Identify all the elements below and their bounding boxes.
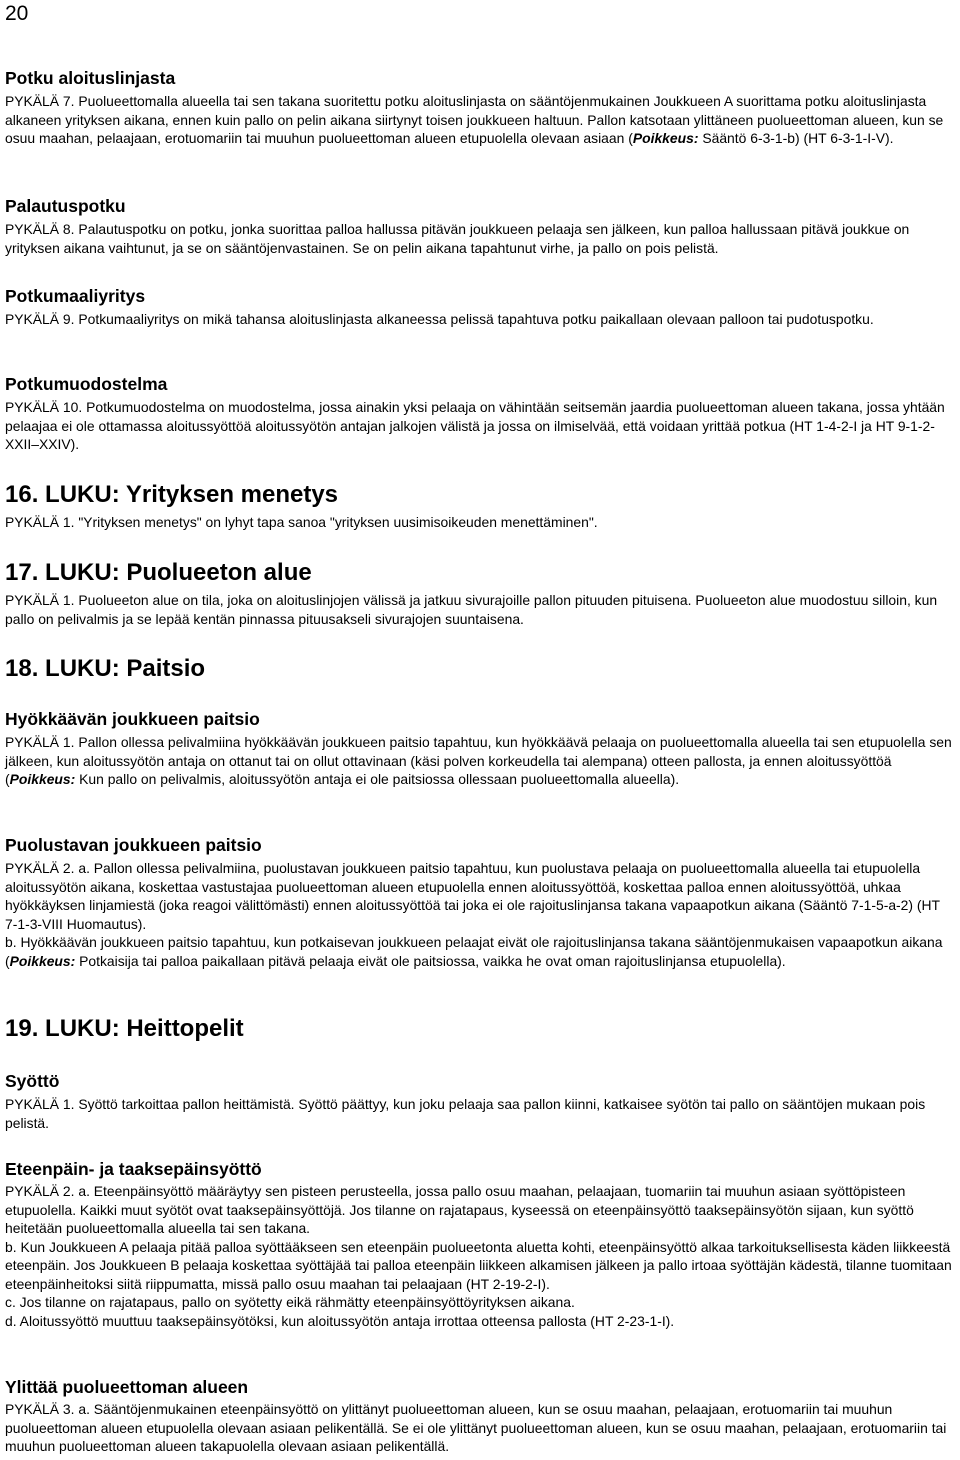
paragraph-text: PYKÄLÄ 7. Puolueettomalla alueella tai sen takana suoritettu potku aloituslinjasta on sääntöjenmukainen Joukkueen A suorittama potku aloituslinjasta alkaneen yrityksen aikana, ennen kuin pallo on pelin aikana siirtynyt toisen joukkueen haltuun. Pallon katsotaan ylittäneen puolueettoman alueen, kun se osuu maahan, pelaajaan, erotuomariin tai muuhun puolueettoman alueen etupuolella olevaan asiaan ( — [5, 93, 944, 146]
chapter-heading: 18. LUKU: Paitsio — [5, 655, 206, 682]
paragraph: PYKÄLÄ 1. Puolueeton alue on tila, joka on aloituslinjojen välissä ja jatkuu sivurajoille pallon pituuden pituisena. Puolueeton alue muodostuu silloin, kun pallo on pelivalmis ja se lepää kentän pinnassa pituusakseli sivurajojen suuntaisena. — [5, 592, 938, 627]
section-heading: Potkumaaliyritys — [5, 286, 146, 306]
chapter-heading: 16. LUKU: Yrityksen menetys — [5, 481, 339, 508]
paragraph-text-end: Kun pallo on pelivalmis, aloitussyötön antaja ei ole paitsiossa ollessaan puolueettomalla alueella). — [75, 771, 680, 787]
chapter-heading: 19. LUKU: Heittopelit — [5, 1015, 244, 1042]
page-number: 20 — [5, 2, 29, 25]
paragraph — [5, 92, 953, 148]
paragraph — [5, 933, 953, 970]
chapter-18 — [5, 655, 953, 683]
chapter-19 — [5, 1015, 953, 1043]
paragraph: d. Aloitussyöttö muuttuu taaksepäinsyötöksi, kun aloitussyötön antaja irrottaa otteensa pallosta (HT 2-23-1-I). — [5, 1312, 675, 1329]
paragraph: PYKÄLÄ 8. Palautuspotku on potku, jonka suorittaa palloa hallussa pitävän joukkueen pelaaja sen jälkeen, kun palloa hallussaan pitävä joukkue on yrityksen aikana vaihtunut, ja se on sääntöjenvastainen. Se on pelin aikana tapahtunut virhe, ja pallo on pois pelistä. — [5, 221, 910, 256]
paragraph: PYKÄLÄ 10. Potkumuodostelma on muodostelma, jossa ainakin yksi pelaaja on vähintään seitsemän jaardia puolueettoman alueen takana, jossa yhtään pelaajaa ei ole ottamassa aloitussyöttöä aloitussyötön antajan jalkojen välistä ja jossa on ilmiselvää, että voidaan yrittää potkua (HT 1-4-2-I ja HT 9-1-2-XXII–XXIV). — [5, 399, 945, 452]
section-eteenpain-ja-taaksepainsyotto — [5, 1159, 953, 1330]
paragraph-text: PYKÄLÄ 1. Pallon ollessa pelivalmiina hyökkäävän joukkueen paitsio tapahtuu, kun hyökkäävä pelaaja on puolueettomalla alueella tai sen etupuolella sen jälkeen, kun aloitussyötön antaja on ottanut tai on ollut ottavinaan (käsi polven korkeudella tai alempana) otteen pallosta, ja ennen aloitussyöttöä ( — [5, 734, 952, 787]
exception-label: Poikkeus: — [9, 771, 76, 787]
section-heading: Eteenpäin- ja taaksepäinsyöttö — [5, 1159, 262, 1179]
paragraph-text-end: Potkaisija tai palloa paikallaan pitävä pelaaja eivät ole paitsiossa, vaikka he ovat oman rajoituslinjansa etupuolella). — [75, 952, 786, 969]
section-heading: Palautuspotku — [5, 196, 126, 216]
paragraph: b. Kun Joukkueen A pelaaja pitää palloa syöttääkseen sen eteenpäin puolueetonta aluetta kohti, eteenpäinsyöttö alkaa tarkoituksellisesta käden liikkeestä eteenpäin. Jos Joukkueen B pelaaja koskettaa syöttäjää tai palloa eteenpäin liikkeen alkamisen jälkeen ja pallo irtoaa syöttäjän kädestä, tilanne tuomitaan eteenpäinheitoksi siitä riippumatta, missä pallo osuu maahan tai pelaajaan (HT 2-19-2-I). — [5, 1238, 952, 1292]
section-syotto — [5, 1071, 953, 1132]
section-potkumuodostelma — [5, 374, 953, 454]
section-potku-aloituslinjasta — [5, 68, 953, 148]
exception-label: Poikkeus: — [632, 130, 699, 146]
paragraph-text-end: Sääntö 6-3-1-b) (HT 6-3-1-I-V). — [698, 130, 894, 146]
section-hyokkaavan-joukkueen-paitsio — [5, 709, 953, 789]
paragraph: c. Jos tilanne on rajatapaus, pallo on syötetty eikä rähmätty eteenpäinsyöttöyrityksen aikana. — [5, 1294, 575, 1310]
section-heading: Syöttö — [5, 1071, 60, 1091]
chapter-16 — [5, 481, 953, 532]
paragraph: PYKÄLÄ 1. "Yrityksen menetys" on lyhyt tapa sanoa "yrityksen uusimisoikeuden menettäminen". — [5, 514, 598, 530]
paragraph: PYKÄLÄ 2. a. Eteenpäinsyöttö määräytyy sen pisteen perusteella, jossa pallo osuu maahan, pelaajaan, tuomariin tai muuhun asiaan syöttöpisteen etupuolella. Kaikki muut syötöt ovat taaksepäinsyöttöjä. Jos tilanne on rajatapaus, kyseessä on eteenpäinsyöttö taaksepäinsyötön sijaan, kun syöttö heitetään puolueettomalla alueella tai sen takana. — [5, 1183, 914, 1236]
section-puolustavan-joukkueen-paitsio — [5, 835, 953, 970]
section-heading: Puolustavan joukkueen paitsio — [5, 835, 262, 855]
paragraph: PYKÄLÄ 2. a. Pallon ollessa pelivalmiina, puolustavan joukkueen paitsio tapahtuu, kun puolustava pelaaja on puolueettomalla alueella tai etupuolella aloitussyötön aikana, koskettaa vastustajaa puolueettoman alueen etupuolella ennen aloitussyöttöä, koskettaa palloa ennen aloitussyöttöä, uhkaa hyökkäyksen linjamiestä (joka reagoi välittömästi) ennen aloitussyöttöä tai joka ei ole rajoituslinjansa takana vapaapotkun aikana (Sääntö 7-1-5-a-2) (HT 7-1-3-VIII Huomautus). — [5, 860, 940, 932]
section-potkumaaliyritys — [5, 286, 953, 329]
exception-label: Poikkeus: — [9, 952, 76, 969]
chapter-17 — [5, 559, 953, 628]
section-heading: Hyökkäävän joukkueen paitsio — [5, 709, 260, 729]
chapter-heading: 17. LUKU: Puolueeton alue — [5, 559, 312, 586]
section-heading: Ylittää puolueettoman alueen — [5, 1377, 249, 1397]
section-palautuspotku — [5, 196, 953, 257]
paragraph: PYKÄLÄ 3. a. Sääntöjenmukainen eteenpäinsyöttö on ylittänyt puolueettoman alueen, kun se osuu maahan, pelaajaan, erotuomariin tai muuhun puolueettoman alueen etupuolella olevaan asiaan pelikentällä. Se ei ole ylittänyt puolueettoman alueen, kun se osuu maahan, pelaajaan, erotuomariin tai muuhun puolueettoman alueen takapuolella olevaan asiaan pelikentällä. — [5, 1401, 947, 1454]
paragraph: PYKÄLÄ 1. Syöttö tarkoittaa pallon heittämistä. Syöttö päättyy, kun joku pelaaja saa pallon kiinni, katkaisee syötön tai pallo on sääntöjen mukaan pois pelistä. — [5, 1096, 926, 1131]
section-ylittaa-puolueettoman-alueen — [5, 1377, 953, 1456]
paragraph-text: b. Hyökkäävän joukkueen paitsio tapahtuu, kun potkaisevan joukkueen pelaajat eivät ole rajoituslinjansa takana sääntöjenmukaisen vapaapotkun aikana ( — [5, 934, 943, 969]
section-heading: Potkumuodostelma — [5, 374, 168, 394]
paragraph — [5, 733, 953, 789]
section-heading: Potku aloituslinjasta — [5, 68, 176, 88]
paragraph: PYKÄLÄ 9. Potkumaaliyritys on mikä tahansa aloituslinjasta alkaneessa pelissä tapahtuva potku paikallaan olevaan palloon tai pudotuspotku. — [5, 311, 874, 327]
